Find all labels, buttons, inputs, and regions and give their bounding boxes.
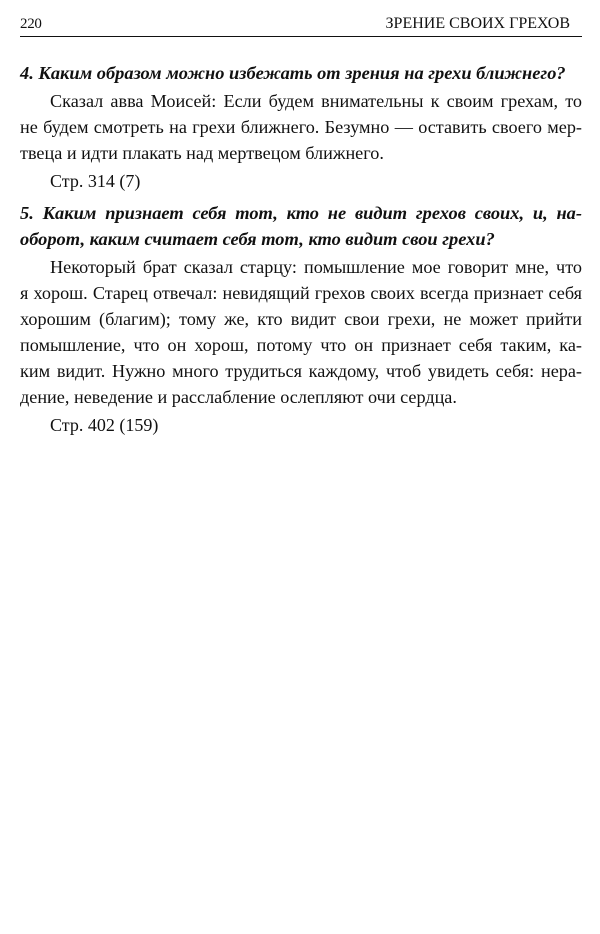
question-line: оборот, каким считает себя тот, кто видит свои грехи? (20, 229, 495, 249)
answer-line: твеца и идти плакать над мертвецом ближнего. (20, 143, 384, 163)
answer-line: Некоторый брат сказал старцу: помышление мое говорит мне, что (50, 257, 582, 277)
question-heading (20, 60, 582, 86)
page-content (20, 60, 582, 444)
question-line: 5. Каким признает себя тот, кто не видит грехов своих, и, на- (20, 203, 582, 223)
section-5 (20, 200, 582, 438)
source-reference: Стр. 314 (7) (50, 171, 141, 191)
question-heading (20, 200, 582, 252)
source-reference: Стр. 402 (159) (50, 415, 159, 435)
answer-line: Сказал авва Моисей: Если будем внимательны к своим грехам, то (50, 91, 582, 111)
answer-line: я хорош. Старец отвечал: невидящий грехов своих всегда признает себя (20, 283, 582, 303)
running-title: ЗРЕНИЕ СВОИХ ГРЕХОВ (385, 15, 570, 32)
answer-line: дение, неведение и расслабление ослепляют очи сердца. (20, 387, 457, 407)
answer-paragraph (20, 88, 582, 166)
page-number: 220 (20, 16, 42, 32)
answer-line: не будем смотреть на грехи ближнего. Безумно — оставить своего мер- (20, 117, 582, 137)
question-line: 4. Каким образом можно избежать от зрения на грехи ближнего? (20, 63, 566, 83)
running-header (20, 12, 582, 37)
answer-line: помышление, что он хорош, потому что он признает себя таким, ка- (20, 335, 582, 355)
answer-paragraph (20, 254, 582, 410)
answer-line: ким видит. Нужно много трудиться каждому, чтоб увидеть себя: нера- (20, 361, 582, 381)
section-4 (20, 60, 582, 194)
answer-line: хорошим (благим); тому же, кто видит свои грехи, не может прийти (20, 309, 582, 329)
